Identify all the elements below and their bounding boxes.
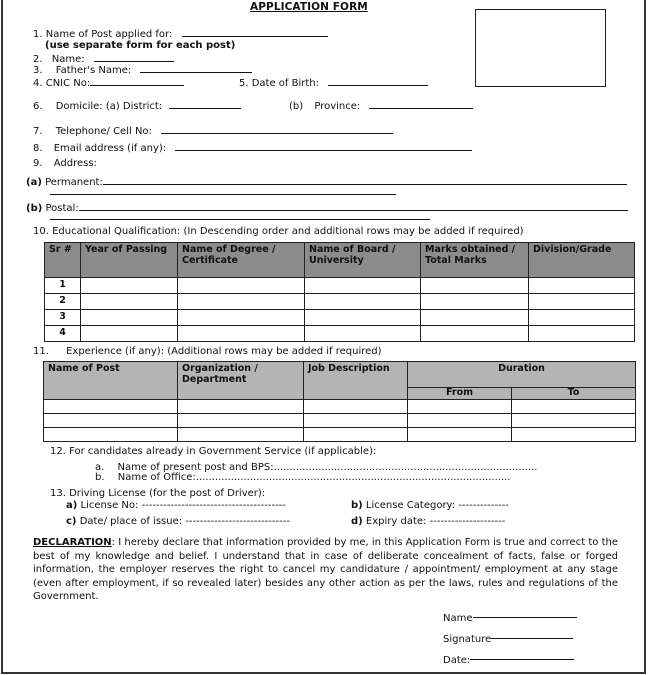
phone-num: 7.	[33, 126, 43, 137]
license-category-prefix: b)	[351, 500, 363, 511]
post-label: 1. Name of Post applied for:	[33, 29, 173, 40]
district-input[interactable]	[169, 99, 241, 109]
phone-label: Telephone/ Cell No:	[55, 126, 152, 137]
license-category-label: License Category:	[365, 500, 456, 511]
office-label: Name of Office:	[117, 472, 196, 483]
postal-line-2[interactable]	[50, 219, 430, 220]
col-sr: Sr #	[45, 243, 81, 278]
permanent-input[interactable]	[103, 175, 627, 185]
table-row	[45, 278, 635, 294]
table-row	[45, 294, 635, 310]
education-heading: 10. Educational Qualification: (In Descending order and additional rows may be added if required)	[33, 226, 524, 237]
province-prefix: (b)	[289, 101, 304, 112]
to-cell[interactable]	[512, 428, 636, 442]
sig-signature-row	[443, 634, 573, 646]
year-cell[interactable]	[81, 326, 178, 342]
sig-name-input[interactable]	[473, 617, 577, 618]
present-post-label: Name of present post and BPS:	[117, 462, 274, 473]
field-post	[33, 27, 328, 41]
year-cell[interactable]	[81, 294, 178, 310]
father-input[interactable]	[140, 63, 252, 73]
email-input[interactable]	[175, 141, 472, 151]
address-num: 9.	[33, 158, 43, 169]
phone-input[interactable]	[161, 124, 393, 134]
dob-input[interactable]	[328, 76, 428, 86]
office-num: b.	[95, 472, 105, 483]
experience-table	[43, 361, 636, 442]
board-cell[interactable]	[305, 278, 421, 294]
govt-service-heading: 12. For candidates already in Government Service (if applicable):	[50, 446, 377, 457]
experience-num: 11.	[33, 346, 49, 357]
desc-cell[interactable]	[304, 400, 408, 414]
table-row	[44, 414, 636, 428]
field-cnic	[33, 76, 184, 90]
sr-cell: 3	[45, 310, 81, 326]
marks-cell[interactable]	[421, 310, 529, 326]
photo-box[interactable]	[475, 9, 606, 87]
sig-date-input[interactable]	[470, 659, 574, 660]
province-input[interactable]	[369, 99, 473, 109]
sr-cell: 4	[45, 326, 81, 342]
col-org: Organization / Department	[178, 362, 304, 400]
present-post-num: a.	[95, 462, 105, 473]
table-row	[44, 400, 636, 414]
from-cell[interactable]	[408, 414, 512, 428]
postal-label: Postal:	[45, 203, 79, 214]
desc-cell[interactable]	[304, 428, 408, 442]
post-cell[interactable]	[44, 400, 178, 414]
field-office	[95, 472, 510, 484]
field-dob	[239, 76, 428, 90]
from-cell[interactable]	[408, 400, 512, 414]
grade-cell[interactable]	[529, 326, 635, 342]
marks-cell[interactable]	[421, 326, 529, 342]
email-label: Email address (if any):	[53, 143, 167, 154]
desc-cell[interactable]	[304, 414, 408, 428]
sig-signature-label: Signature	[443, 634, 492, 645]
degree-cell[interactable]	[178, 294, 305, 310]
post-cell[interactable]	[44, 414, 178, 428]
experience-heading	[33, 346, 382, 358]
license-no-label: License No:	[80, 500, 139, 511]
board-cell[interactable]	[305, 310, 421, 326]
cnic-input[interactable]	[90, 76, 184, 86]
table-row	[45, 326, 635, 342]
declaration	[33, 536, 618, 604]
driving-heading: 13. Driving License (for the post of Driver):	[50, 488, 266, 499]
marks-cell[interactable]	[421, 294, 529, 310]
province-label: Province:	[314, 101, 361, 112]
field-province	[289, 99, 473, 113]
year-cell[interactable]	[81, 278, 178, 294]
field-postal	[26, 201, 628, 215]
from-cell[interactable]	[408, 428, 512, 442]
sr-cell: 2	[45, 294, 81, 310]
field-license-category	[351, 500, 509, 512]
postal-input[interactable]	[79, 201, 628, 211]
board-cell[interactable]	[305, 326, 421, 342]
field-issue-date	[66, 516, 290, 528]
father-label: Father's Name:	[55, 65, 132, 76]
issue-date-prefix: c)	[66, 516, 77, 527]
education-table	[44, 242, 635, 342]
field-expiry-date	[351, 516, 505, 528]
year-cell[interactable]	[81, 310, 178, 326]
col-from: From	[408, 387, 512, 399]
sr-cell: 1	[45, 278, 81, 294]
grade-cell[interactable]	[529, 278, 635, 294]
col-post: Name of Post	[44, 362, 178, 400]
declaration-text: : I hereby declare that information provided by me, in this Application Form is true and correct to the best of my knowledge and belief. I understand that in case of deliberate concealment of facts, false or forged information, the employer reserves the right to cancel my candidature / appointment/ employment at any stage (even after employment, if so revealed later) besides any other action as per the laws, rules and regulations of the Government.	[33, 537, 618, 602]
declaration-label: DECLARATION	[33, 537, 112, 548]
sig-name-row	[443, 613, 577, 625]
name-label: Name:	[51, 54, 85, 65]
name-input[interactable]	[94, 52, 174, 62]
field-phone	[33, 124, 393, 138]
org-cell[interactable]	[178, 414, 304, 428]
post-note: (use separate form for each post)	[45, 40, 236, 51]
col-to: To	[512, 387, 636, 399]
field-father	[33, 63, 252, 77]
col-marks: Marks obtained / Total Marks	[421, 243, 529, 278]
license-no-prefix: a)	[66, 500, 78, 511]
org-cell[interactable]	[178, 400, 304, 414]
col-desc: Job Description	[304, 362, 408, 400]
sig-name-label: Name	[443, 613, 473, 624]
cnic-label: 4. CNIC No:	[33, 78, 91, 89]
field-domicile	[33, 99, 241, 113]
field-license-no	[66, 500, 286, 512]
field-email	[33, 141, 472, 155]
grade-cell[interactable]	[529, 294, 635, 310]
to-cell[interactable]	[512, 400, 636, 414]
name-num: 2.	[33, 54, 43, 65]
to-cell[interactable]	[512, 414, 636, 428]
post-input[interactable]	[182, 27, 328, 37]
field-permanent	[26, 175, 627, 189]
education-header-row	[45, 243, 635, 278]
col-board: Name of Board / University	[305, 243, 421, 278]
sig-date-label: Date:	[443, 655, 471, 666]
present-post-input[interactable]: ...................................................................................	[273, 462, 538, 473]
post-cell[interactable]	[44, 428, 178, 442]
sig-date-row	[443, 655, 574, 667]
permanent-line-2[interactable]	[50, 194, 396, 195]
board-cell[interactable]	[305, 294, 421, 310]
license-no-input[interactable]: ----------------------------------------	[141, 500, 286, 511]
father-num: 3.	[33, 65, 43, 76]
domicile-label: Domicile: (a) District:	[55, 101, 163, 112]
grade-cell[interactable]	[529, 310, 635, 326]
org-cell[interactable]	[178, 428, 304, 442]
form-title: APPLICATION FORM	[250, 1, 368, 13]
field-address	[33, 158, 97, 170]
expiry-date-label: Expiry date:	[365, 516, 427, 527]
expiry-date-prefix: d)	[351, 516, 363, 527]
col-grade: Division/Grade	[529, 243, 635, 278]
expiry-date-input[interactable]: ---------------------	[429, 516, 506, 527]
sig-signature-input[interactable]	[491, 638, 573, 639]
office-input[interactable]: ...................................................................................................	[195, 472, 511, 483]
table-row	[44, 428, 636, 442]
experience-heading-text: Experience (if any): (Additional rows may be added if required)	[66, 346, 382, 357]
address-label: Address:	[53, 158, 97, 169]
degree-cell[interactable]	[178, 326, 305, 342]
dob-label: 5. Date of Birth:	[239, 78, 319, 89]
license-category-input[interactable]: --------------	[458, 500, 509, 511]
degree-cell[interactable]	[178, 310, 305, 326]
table-row	[45, 310, 635, 326]
marks-cell[interactable]	[421, 278, 529, 294]
col-year: Year of Passing	[81, 243, 178, 278]
domicile-num: 6.	[33, 101, 43, 112]
col-degree: Name of Degree / Certificate	[178, 243, 305, 278]
issue-date-input[interactable]: -----------------------------	[185, 516, 290, 527]
permanent-prefix: (a)	[26, 177, 42, 188]
degree-cell[interactable]	[178, 278, 305, 294]
permanent-label: Permanent:	[45, 177, 103, 188]
col-duration: Duration	[408, 362, 636, 388]
postal-prefix: (b)	[26, 203, 43, 214]
email-num: 8.	[33, 143, 43, 154]
issue-date-label: Date/ place of issue:	[79, 516, 183, 527]
experience-header-row	[44, 362, 636, 388]
